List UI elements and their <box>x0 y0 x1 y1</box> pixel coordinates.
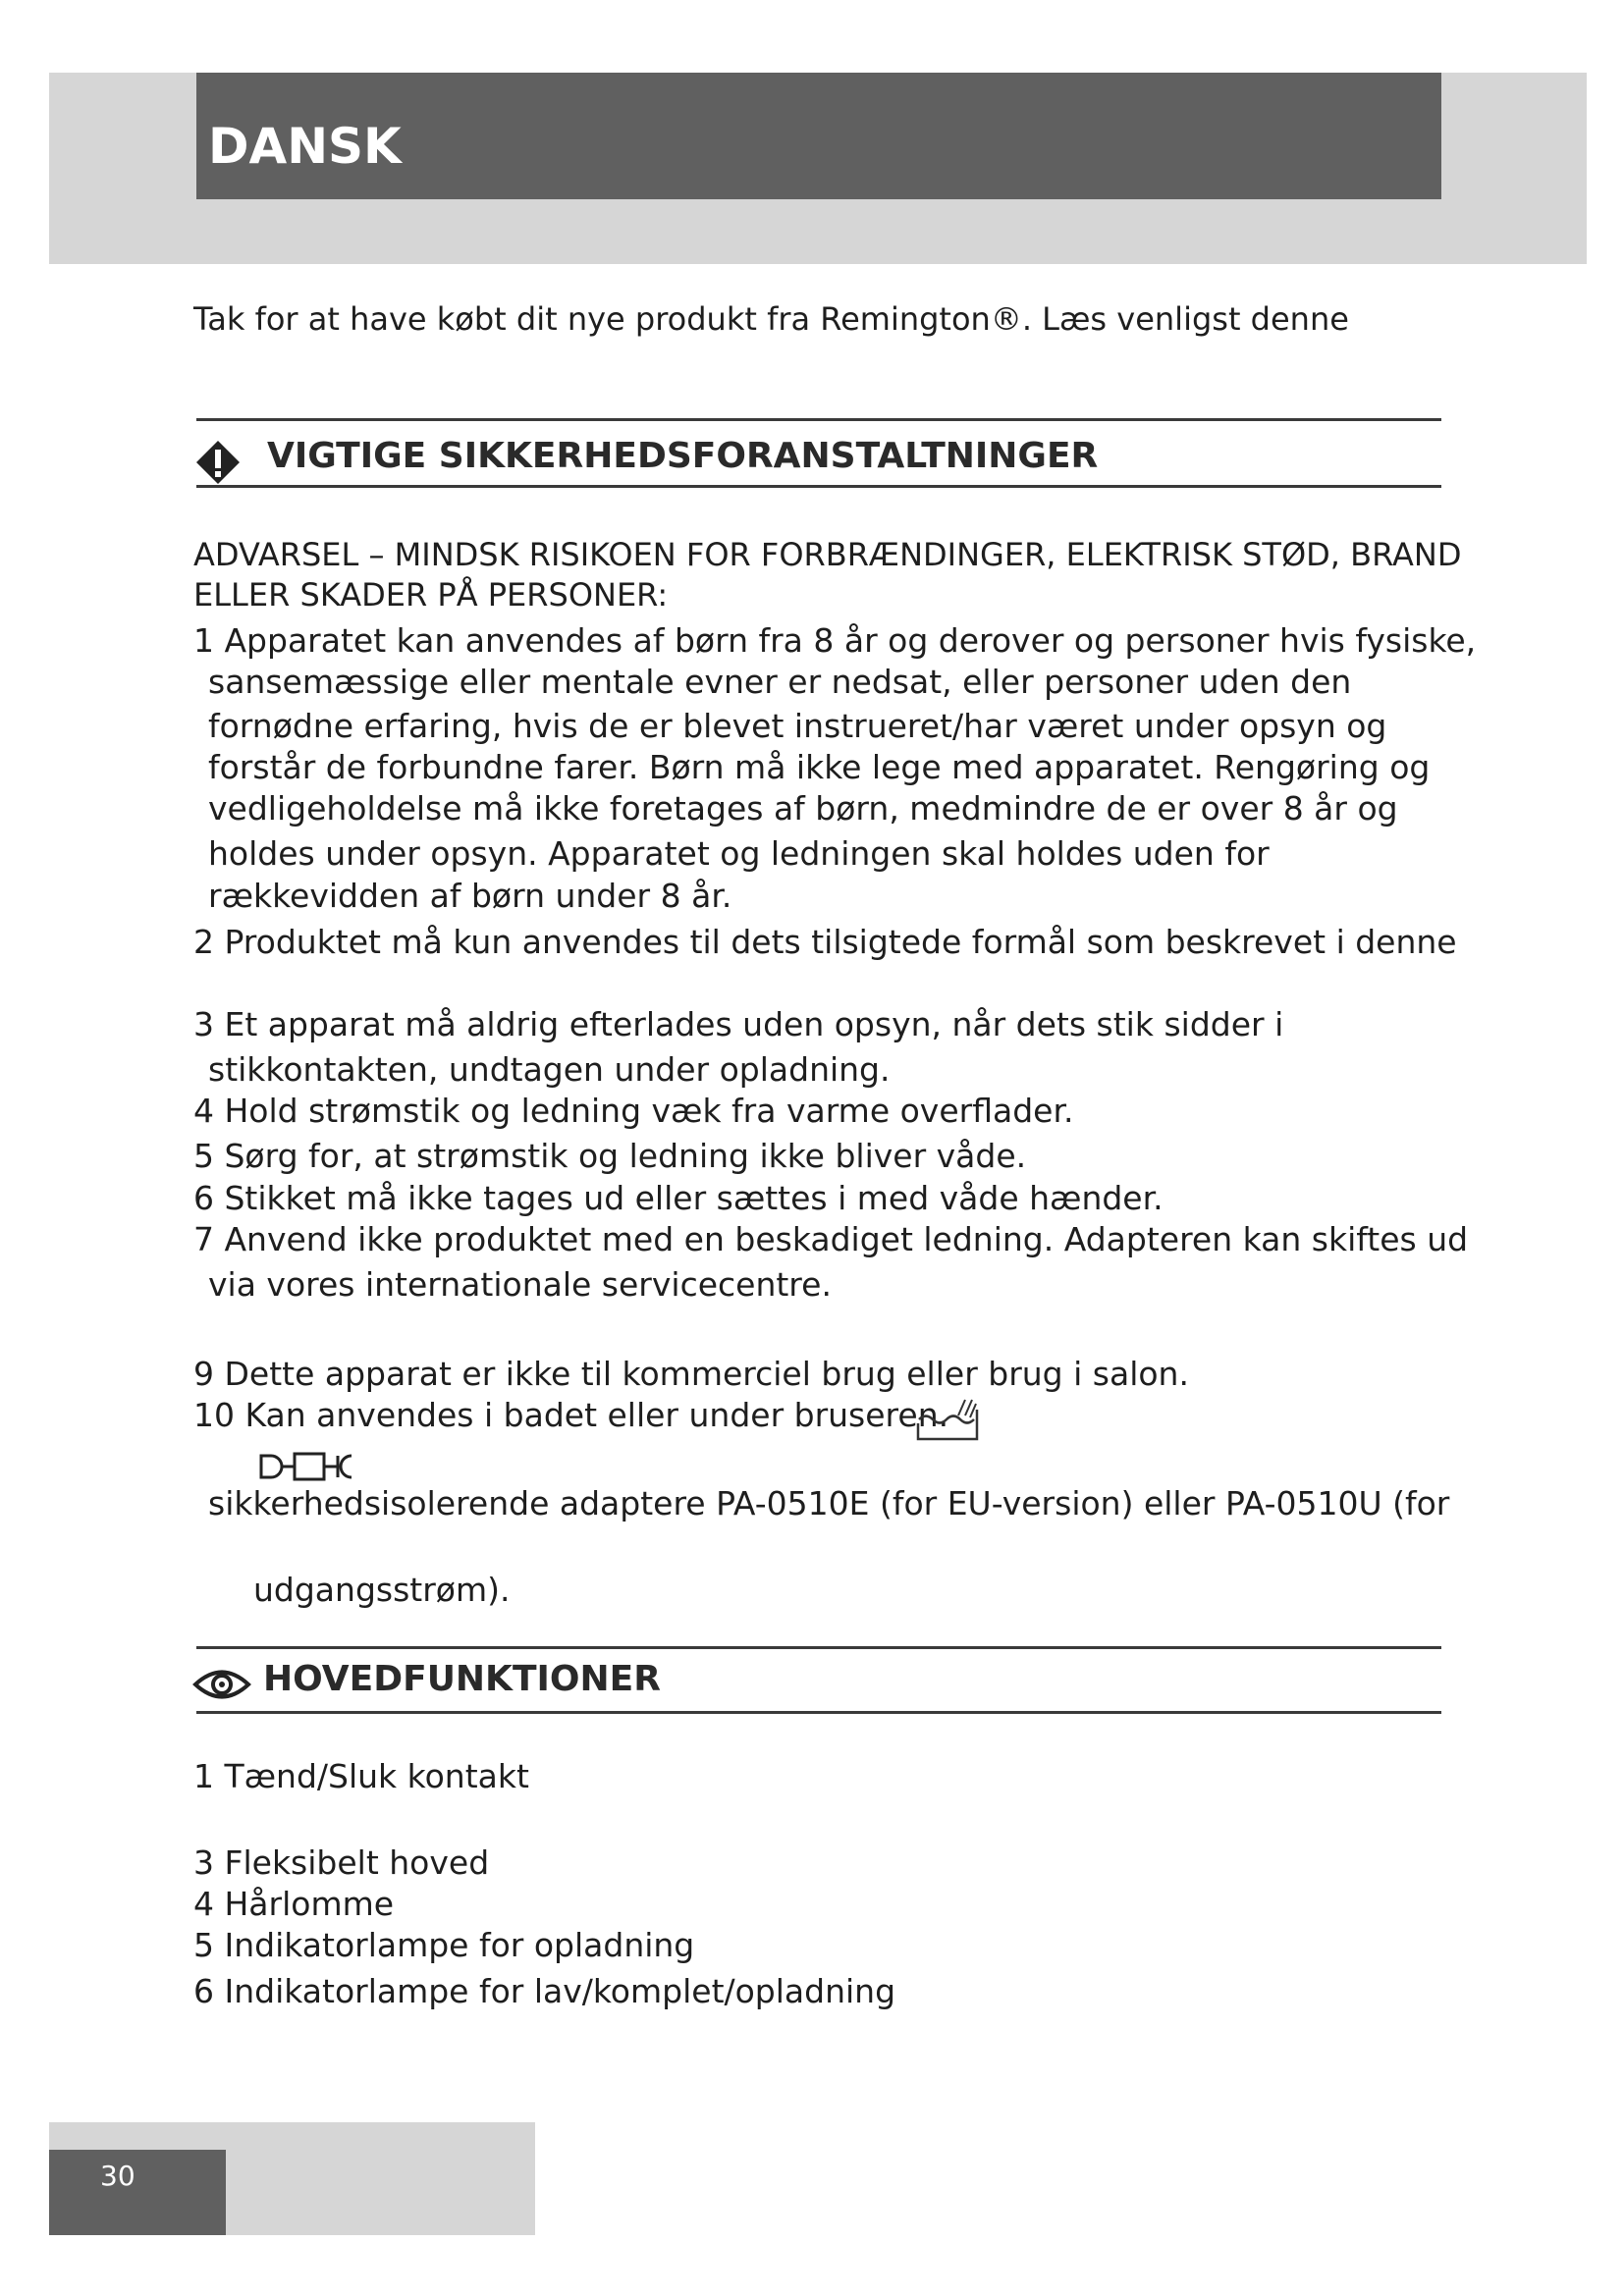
safety-line: 1 Apparatet kan anvendes af børn fra 8 år og derover og personer hvis fysiske, <box>193 621 1477 660</box>
warning-icon <box>194 439 242 486</box>
safety-line: 5 Sørg for, at strømstik og ledning ikke bliver våde. <box>193 1137 1027 1175</box>
safety-line: vedligeholdelse må ikke foretages af børn, medmindre de er over 8 år og <box>208 789 1398 828</box>
section-rule-bottom <box>196 1711 1441 1714</box>
section-rule-bottom <box>196 485 1441 488</box>
section-rule-top <box>196 1646 1441 1649</box>
bathtub-water-icon <box>915 1394 980 1443</box>
safety-line: 6 Stikket må ikke tages ud eller sættes i med våde hænder. <box>193 1179 1164 1217</box>
safety-line: 4 Hold strømstik og ledning væk fra varme overflader. <box>193 1092 1074 1130</box>
footer-box <box>49 2150 226 2235</box>
safety-line: 3 Et apparat må aldrig efterlades uden opsyn, når dets stik sidder i <box>193 1005 1284 1043</box>
safety-line: stikkontakten, undtagen under opladning. <box>208 1050 891 1089</box>
page-number: 30 <box>100 2160 135 2192</box>
warning-line: ELLER SKADER PÅ PERSONER: <box>193 576 669 614</box>
eye-icon <box>192 1666 251 1703</box>
feature-item: 1 Tænd/Sluk kontakt <box>193 1757 529 1795</box>
safety-line: udgangsstrøm). <box>253 1571 511 1609</box>
safety-isolating-transformer-icon <box>257 1448 375 1485</box>
language-title: DANSK <box>208 118 402 175</box>
warning-line: ADVARSEL – MINDSK RISIKOEN FOR FORBRÆNDINGER, ELEKTRISK STØD, BRAND <box>193 536 1462 573</box>
safety-line: sikkerhedsisolerende adaptere PA-0510E (for EU-version) eller PA-0510U (for <box>208 1484 1450 1522</box>
feature-item: 5 Indikatorlampe for opladning <box>193 1926 695 1964</box>
feature-item: 3 Fleksibelt hoved <box>193 1843 490 1882</box>
section-rule-top <box>196 418 1441 421</box>
feature-item: 4 Hårlomme <box>193 1885 395 1923</box>
safety-line: 9 Dette apparat er ikke til kommerciel brug eller brug i salon. <box>193 1355 1189 1393</box>
safety-line: holdes under opsyn. Apparatet og ledningen skal holdes uden for <box>208 834 1270 873</box>
safety-line: 2 Produktet må kun anvendes til dets tilsigtede formål som beskrevet i denne <box>193 923 1457 961</box>
features-section-title: HOVEDFUNKTIONER <box>263 1659 661 1699</box>
feature-item: 6 Indikatorlampe for lav/komplet/opladning <box>193 1972 896 2010</box>
safety-line: sansemæssige eller mentale evner er nedsat, eller personer uden den <box>208 663 1352 701</box>
intro-text: Tak for at have købt dit nye produkt fra Remington®. Læs venligst denne <box>193 300 1349 338</box>
safety-line: via vores internationale servicecentre. <box>208 1265 832 1304</box>
safety-line: fornødne erfaring, hvis de er blevet instrueret/har været under opsyn og <box>208 707 1387 745</box>
safety-line: 10 Kan anvendes i badet eller under bruseren. <box>193 1396 949 1434</box>
safety-line: rækkevidden af børn under 8 år. <box>208 877 732 915</box>
safety-line: forstår de forbundne farer. Børn må ikke lege med apparatet. Rengøring og <box>208 748 1431 786</box>
safety-line: 7 Anvend ikke produktet med en beskadiget ledning. Adapteren kan skiftes ud <box>193 1220 1469 1258</box>
safety-section-title: VIGTIGE SIKKERHEDSFORANSTALTNINGER <box>267 436 1099 476</box>
